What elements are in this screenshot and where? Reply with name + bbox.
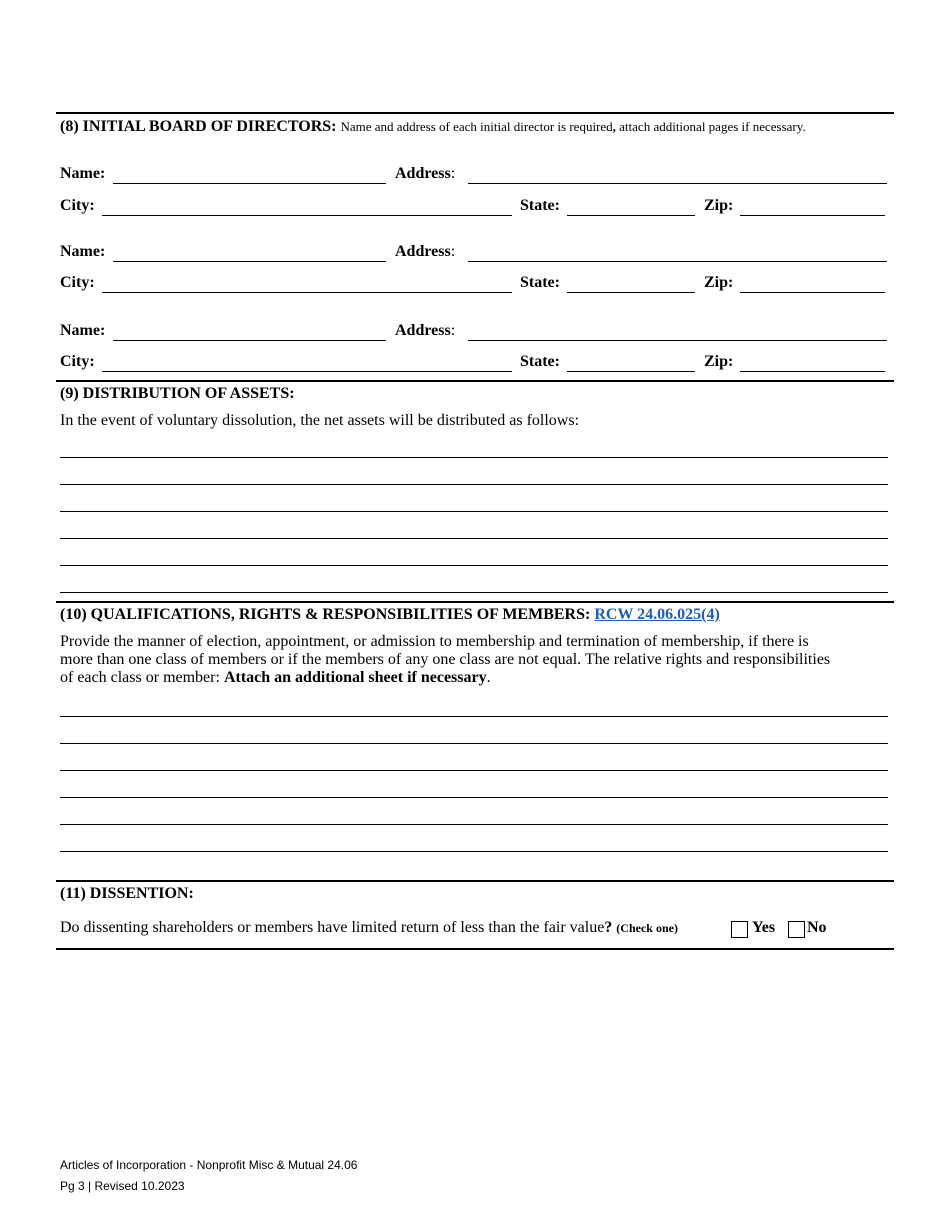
director-1-city-label: City: [60, 197, 95, 214]
director-2-zip-line [740, 292, 885, 293]
assets-text-area[interactable] [60, 435, 888, 595]
director-1-name-field[interactable] [113, 165, 386, 183]
section11-top-rule [56, 880, 894, 882]
director-3-city-field[interactable] [102, 353, 512, 371]
director-2-city-line [102, 292, 512, 293]
section11-bottom-rule [56, 948, 894, 950]
footer-form-title: Articles of Incorporation - Nonprofit Misc & Mutual 24.06 [60, 1158, 358, 1172]
director-1-city-line [102, 215, 512, 216]
no-label: No [807, 919, 827, 936]
director-1-zip-field[interactable] [740, 197, 885, 215]
director-3-city-label: City: [60, 353, 95, 370]
section10-header [60, 606, 720, 624]
section9-prompt: In the event of voluntary dissolution, the net assets will be distributed as follows: [60, 412, 580, 429]
director-3-state-label: State: [520, 353, 560, 370]
section11-question: Do dissenting shareholders or members have limited return of less than the fair value [60, 919, 605, 936]
section8-header [60, 118, 806, 136]
section8-note: Name and address of each initial director is required, attach additional pages if necessary. [340, 119, 806, 134]
director-2-city-field[interactable] [102, 274, 512, 292]
director-1-address-line [468, 183, 887, 184]
director-2-state-line [567, 292, 695, 293]
director-1-zip-label: Zip: [704, 197, 734, 214]
section11-title: (11) DISSENTION: [60, 885, 194, 902]
director-2-name-label: Name: [60, 243, 106, 260]
director-3-state-field[interactable] [567, 353, 695, 371]
check-one-note: (Check one) [616, 921, 678, 935]
director-1-zip-line [740, 215, 885, 216]
rcw-link[interactable]: RCW 24.06.025(4) [594, 606, 720, 623]
director-3-zip-line [740, 371, 885, 372]
director-1-name-line [113, 183, 386, 184]
director-1-state-label: State: [520, 197, 560, 214]
director-3-name-label: Name: [60, 322, 106, 339]
section10-instructions: Provide the manner of election, appointment, or admission to membership and termination of membership, if there is more than one class of members or if the members of any one class are not equal. The relative rights and responsibilities of each class or member: Attach an additional sheet if necessary. [60, 633, 831, 686]
director-3-zip-label: Zip: [704, 353, 734, 370]
director-2-state-field[interactable] [567, 274, 695, 292]
director-2-address-label: Address: [395, 243, 456, 260]
section11-question-row: Do dissenting shareholders or members have limited return of less than the fair value? (Check one) [60, 919, 678, 936]
yes-label: Yes [752, 919, 776, 936]
director-3-zip-field[interactable] [740, 353, 885, 371]
director-3-name-line [113, 340, 386, 341]
director-2-name-field[interactable] [113, 243, 386, 261]
no-checkbox[interactable] [788, 921, 805, 938]
director-3-address-line [468, 340, 887, 341]
section10-top-rule [56, 601, 894, 603]
director-1-name-label: Name: [60, 165, 106, 182]
section9-top-rule [56, 380, 894, 382]
yes-checkbox[interactable] [731, 921, 748, 938]
director-2-zip-label: Zip: [704, 274, 734, 291]
director-2-zip-field[interactable] [740, 274, 885, 292]
director-2-address-field[interactable] [468, 243, 887, 261]
director-1-address-field[interactable] [468, 165, 887, 183]
director-3-state-line [567, 371, 695, 372]
footer-page-info: Pg 3 | Revised 10.2023 [60, 1179, 185, 1193]
director-3-address-field[interactable] [468, 322, 887, 340]
director-2-state-label: State: [520, 274, 560, 291]
director-3-city-line [102, 371, 512, 372]
director-2-name-line [113, 261, 386, 262]
director-1-city-field[interactable] [102, 197, 512, 215]
section10-title: (10) QUALIFICATIONS, RIGHTS & RESPONSIBILITIES OF MEMBERS: [60, 606, 591, 623]
director-1-address-label: Address: [395, 165, 456, 182]
section9-title: (9) DISTRIBUTION OF ASSETS: [60, 385, 295, 402]
members-text-area[interactable] [60, 694, 888, 854]
director-2-address-line [468, 261, 887, 262]
director-2-city-label: City: [60, 274, 95, 291]
section8-title: (8) INITIAL BOARD OF DIRECTORS: [60, 118, 337, 135]
section8-top-rule [56, 112, 894, 114]
director-3-address-label: Address: [395, 322, 456, 339]
director-1-state-field[interactable] [567, 197, 695, 215]
director-1-state-line [567, 215, 695, 216]
director-3-name-field[interactable] [113, 322, 386, 340]
